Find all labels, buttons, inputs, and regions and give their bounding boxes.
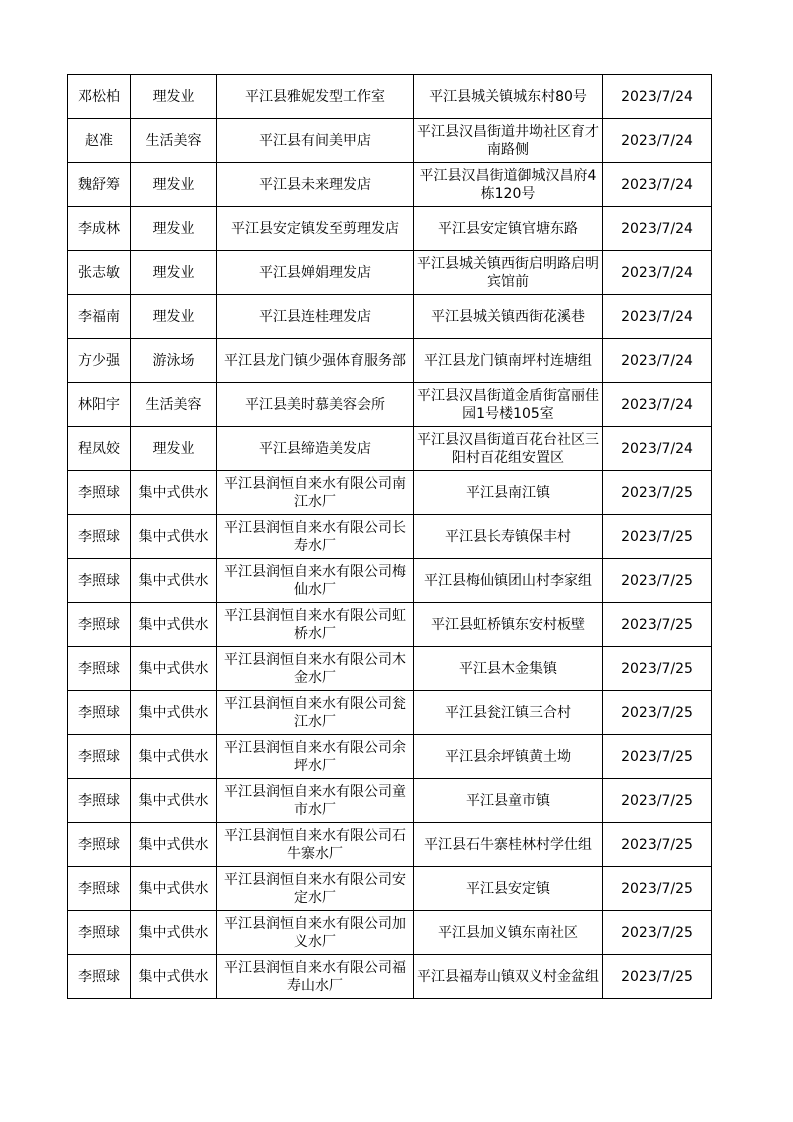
- cell-unit-name: 平江县有间美甲店: [217, 119, 414, 163]
- cell-address: 平江县长寿镇保丰村: [414, 515, 603, 559]
- cell-address: 平江县城关镇城东村80号: [414, 75, 603, 119]
- table-row: [68, 207, 712, 251]
- cell-name: 邓松柏: [68, 75, 131, 119]
- cell-address: 平江县安定镇: [414, 867, 603, 911]
- cell-industry: 集中式供水: [131, 823, 217, 867]
- cell-name: 李照球: [68, 867, 131, 911]
- cell-address: 平江县汉昌街道井坳社区育才南路侧: [414, 119, 603, 163]
- cell-industry: 理发业: [131, 295, 217, 339]
- cell-industry: 集中式供水: [131, 603, 217, 647]
- table-row: [68, 779, 712, 823]
- table-row: [68, 823, 712, 867]
- cell-address: 平江县汉昌街道百花台社区三阳村百花组安置区: [414, 427, 603, 471]
- cell-name: 张志敏: [68, 251, 131, 295]
- cell-name: 李照球: [68, 955, 131, 999]
- cell-date: 2023/7/25: [603, 691, 712, 735]
- cell-address: 平江县福寿山镇双义村金盆组: [414, 955, 603, 999]
- table-row: [68, 163, 712, 207]
- table-row: [68, 383, 712, 427]
- cell-industry: 生活美容: [131, 383, 217, 427]
- cell-date: 2023/7/24: [603, 339, 712, 383]
- record-table-body: [68, 75, 712, 999]
- cell-industry: 集中式供水: [131, 471, 217, 515]
- cell-name: 程凤姣: [68, 427, 131, 471]
- cell-name: 李照球: [68, 823, 131, 867]
- table-row: [68, 691, 712, 735]
- cell-unit-name: 平江县润恒自来水有限公司瓮江水厂: [217, 691, 414, 735]
- cell-address: 平江县汉昌街道金盾街富丽佳园1号楼105室: [414, 383, 603, 427]
- cell-unit-name: 平江县缔造美发店: [217, 427, 414, 471]
- table-row: [68, 251, 712, 295]
- cell-industry: 理发业: [131, 75, 217, 119]
- cell-date: 2023/7/25: [603, 515, 712, 559]
- cell-industry: 集中式供水: [131, 779, 217, 823]
- cell-address: 平江县虹桥镇东安村板壁: [414, 603, 603, 647]
- table-row: [68, 427, 712, 471]
- cell-name: 李成林: [68, 207, 131, 251]
- record-table: [67, 74, 712, 999]
- cell-date: 2023/7/24: [603, 383, 712, 427]
- cell-date: 2023/7/24: [603, 207, 712, 251]
- table-row: [68, 735, 712, 779]
- cell-name: 李照球: [68, 735, 131, 779]
- cell-date: 2023/7/25: [603, 911, 712, 955]
- cell-address: 平江县加义镇东南社区: [414, 911, 603, 955]
- cell-address: 平江县安定镇官塘东路: [414, 207, 603, 251]
- cell-address: 平江县石牛寨桂林村学仕组: [414, 823, 603, 867]
- cell-unit-name: 平江县润恒自来水有限公司加义水厂: [217, 911, 414, 955]
- cell-date: 2023/7/25: [603, 823, 712, 867]
- cell-address: 平江县城关镇西街花溪巷: [414, 295, 603, 339]
- cell-unit-name: 平江县润恒自来水有限公司石牛寨水厂: [217, 823, 414, 867]
- cell-industry: 集中式供水: [131, 955, 217, 999]
- cell-name: 方少强: [68, 339, 131, 383]
- cell-unit-name: 平江县润恒自来水有限公司福寿山水厂: [217, 955, 414, 999]
- cell-address: 平江县城关镇西街启明路启明宾馆前: [414, 251, 603, 295]
- cell-unit-name: 平江县润恒自来水有限公司长寿水厂: [217, 515, 414, 559]
- cell-date: 2023/7/24: [603, 75, 712, 119]
- cell-name: 魏舒筹: [68, 163, 131, 207]
- cell-industry: 集中式供水: [131, 691, 217, 735]
- cell-date: 2023/7/25: [603, 867, 712, 911]
- cell-unit-name: 平江县润恒自来水有限公司木金水厂: [217, 647, 414, 691]
- cell-industry: 游泳场: [131, 339, 217, 383]
- cell-name: 李照球: [68, 779, 131, 823]
- cell-name: 李照球: [68, 515, 131, 559]
- cell-date: 2023/7/25: [603, 779, 712, 823]
- cell-address: 平江县木金集镇: [414, 647, 603, 691]
- cell-industry: 集中式供水: [131, 559, 217, 603]
- table-row: [68, 339, 712, 383]
- cell-date: 2023/7/25: [603, 955, 712, 999]
- table-row: [68, 295, 712, 339]
- cell-name: 李照球: [68, 691, 131, 735]
- cell-address: 平江县汉昌街道御城汉昌府4栋120号: [414, 163, 603, 207]
- cell-unit-name: 平江县未来理发店: [217, 163, 414, 207]
- cell-date: 2023/7/24: [603, 427, 712, 471]
- cell-name: 林阳宇: [68, 383, 131, 427]
- cell-industry: 集中式供水: [131, 735, 217, 779]
- table-row: [68, 119, 712, 163]
- cell-unit-name: 平江县润恒自来水有限公司童市水厂: [217, 779, 414, 823]
- table-row: [68, 559, 712, 603]
- cell-unit-name: 平江县润恒自来水有限公司南江水厂: [217, 471, 414, 515]
- cell-date: 2023/7/25: [603, 647, 712, 691]
- cell-date: 2023/7/24: [603, 163, 712, 207]
- table-row: [68, 911, 712, 955]
- table-row: [68, 955, 712, 999]
- cell-address: 平江县瓮江镇三合村: [414, 691, 603, 735]
- table-row: [68, 515, 712, 559]
- cell-address: 平江县童市镇: [414, 779, 603, 823]
- cell-unit-name: 平江县婵娟理发店: [217, 251, 414, 295]
- cell-date: 2023/7/25: [603, 735, 712, 779]
- cell-date: 2023/7/25: [603, 559, 712, 603]
- cell-name: 赵准: [68, 119, 131, 163]
- table-row: [68, 647, 712, 691]
- cell-date: 2023/7/24: [603, 119, 712, 163]
- cell-name: 李照球: [68, 603, 131, 647]
- cell-unit-name: 平江县润恒自来水有限公司余坪水厂: [217, 735, 414, 779]
- cell-address: 平江县龙门镇南坪村连塘组: [414, 339, 603, 383]
- table-row: [68, 867, 712, 911]
- cell-industry: 集中式供水: [131, 647, 217, 691]
- cell-industry: 理发业: [131, 427, 217, 471]
- cell-date: 2023/7/25: [603, 471, 712, 515]
- cell-industry: 理发业: [131, 207, 217, 251]
- cell-industry: 生活美容: [131, 119, 217, 163]
- cell-unit-name: 平江县雅妮发型工作室: [217, 75, 414, 119]
- cell-date: 2023/7/24: [603, 295, 712, 339]
- cell-name: 李照球: [68, 471, 131, 515]
- cell-unit-name: 平江县润恒自来水有限公司安定水厂: [217, 867, 414, 911]
- cell-name: 李照球: [68, 911, 131, 955]
- cell-unit-name: 平江县润恒自来水有限公司梅仙水厂: [217, 559, 414, 603]
- cell-name: 李福南: [68, 295, 131, 339]
- cell-date: 2023/7/25: [603, 603, 712, 647]
- cell-industry: 理发业: [131, 251, 217, 295]
- cell-industry: 集中式供水: [131, 515, 217, 559]
- table-row: [68, 603, 712, 647]
- cell-address: 平江县余坪镇黄土坳: [414, 735, 603, 779]
- cell-industry: 集中式供水: [131, 911, 217, 955]
- table-row: [68, 471, 712, 515]
- cell-unit-name: 平江县连桂理发店: [217, 295, 414, 339]
- cell-name: 李照球: [68, 559, 131, 603]
- cell-industry: 理发业: [131, 163, 217, 207]
- cell-name: 李照球: [68, 647, 131, 691]
- cell-date: 2023/7/24: [603, 251, 712, 295]
- cell-address: 平江县梅仙镇团山村李家组: [414, 559, 603, 603]
- cell-unit-name: 平江县美时慕美容会所: [217, 383, 414, 427]
- cell-unit-name: 平江县润恒自来水有限公司虹桥水厂: [217, 603, 414, 647]
- cell-unit-name: 平江县安定镇发至剪理发店: [217, 207, 414, 251]
- cell-address: 平江县南江镇: [414, 471, 603, 515]
- table-row: [68, 75, 712, 119]
- cell-industry: 集中式供水: [131, 867, 217, 911]
- cell-unit-name: 平江县龙门镇少强体育服务部: [217, 339, 414, 383]
